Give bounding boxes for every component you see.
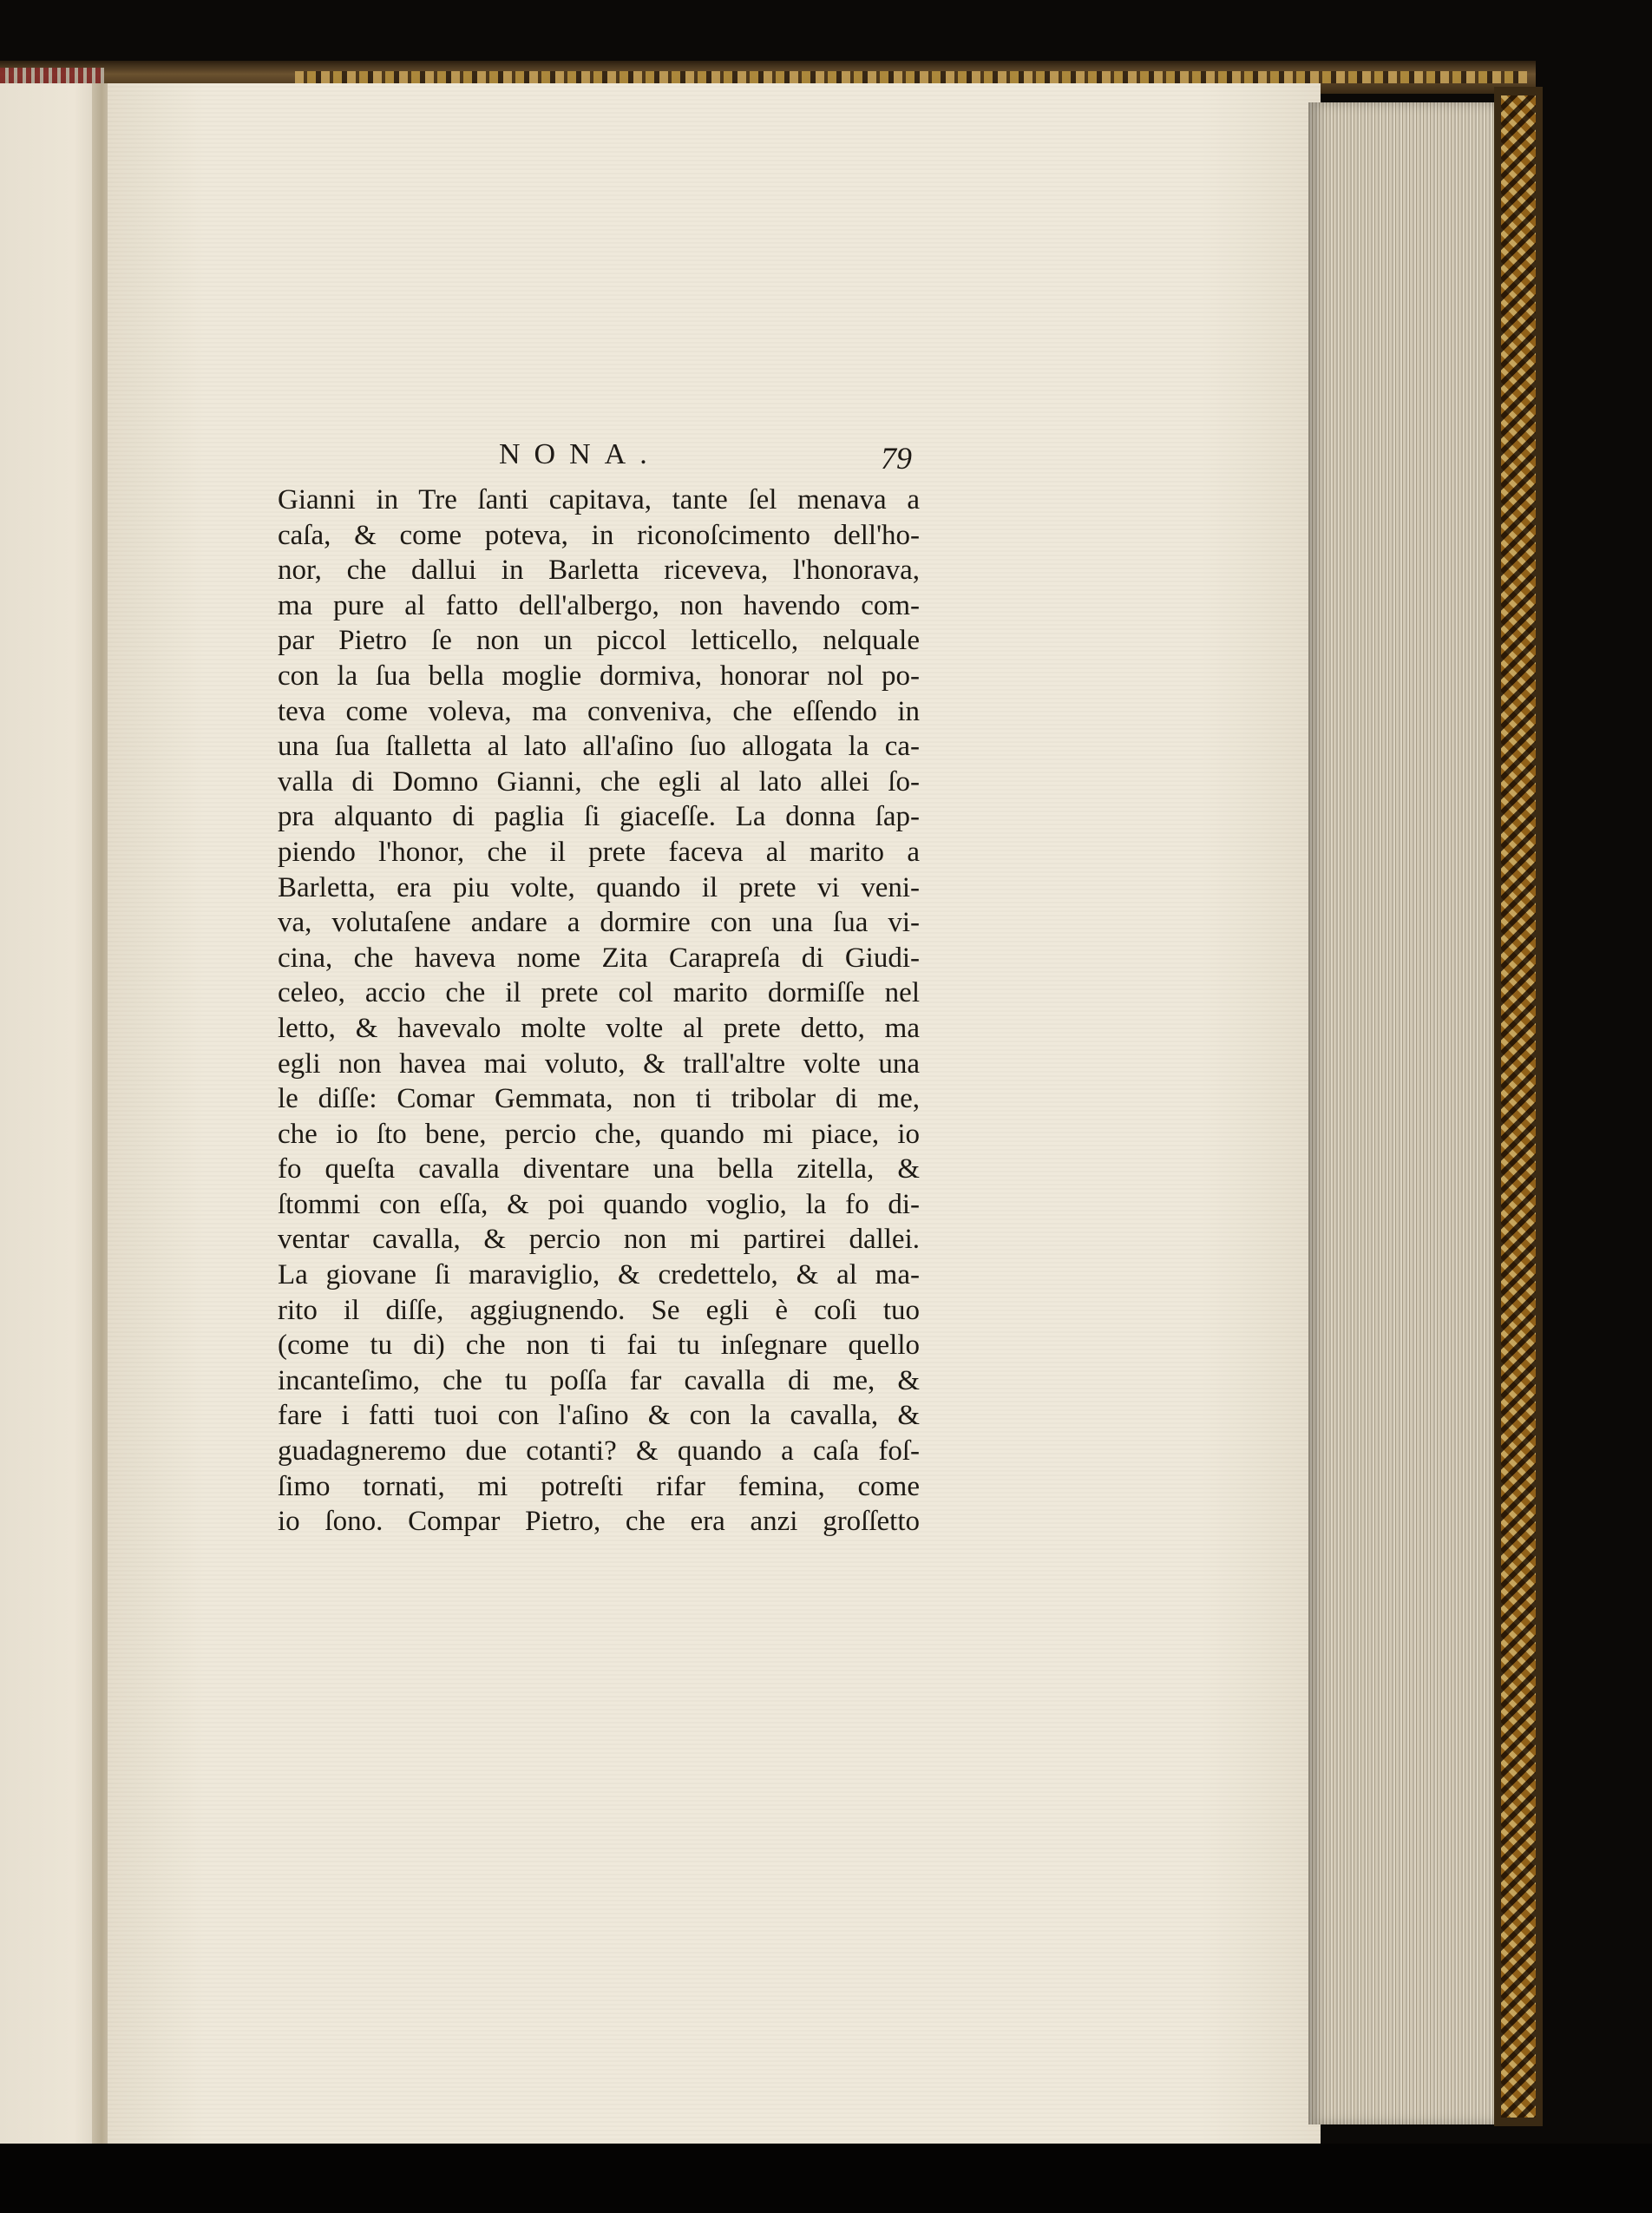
text-line: una ſua ſtalletta al lato all'aſino ſuo allogata la ca- bbox=[278, 731, 920, 763]
running-head: NONA. bbox=[499, 438, 661, 470]
gilt-cover-edge bbox=[1494, 87, 1543, 2126]
text-line: teva come voleva, ma conveniva, che eſſendo in bbox=[278, 695, 920, 727]
body-text bbox=[278, 483, 920, 1540]
text-line: pra alquanto di paglia ſi giaceſſe. La donna ſap- bbox=[278, 801, 920, 833]
page-number: 79 bbox=[881, 441, 912, 476]
text-line: le diſſe: Comar Gemmata, non ti tribolar di me, bbox=[278, 1083, 920, 1115]
text-line: letto, & havevalo molte volte al prete detto, ma bbox=[278, 1012, 920, 1044]
text-line: celeo, accio che il prete col marito dormiſſe nel bbox=[278, 977, 920, 1009]
text-line: egli non havea mai voluto, & trall'altre volte una bbox=[278, 1047, 920, 1080]
text-line: ſtommi con eſſa, & poi quando voglio, la fo di- bbox=[278, 1188, 920, 1220]
text-line: ma pure al fatto dell'albergo, non havendo com- bbox=[278, 589, 920, 621]
text-line: caſa, & come poteva, in riconoſcimento dell'ho- bbox=[278, 519, 920, 551]
text-line: Gianni in Tre ſanti capitava, tante ſel menava a bbox=[278, 484, 920, 515]
text-line: nor, che dallui in Barletta riceveva, l'honorava, bbox=[278, 555, 920, 587]
text-line: valla di Domno Gianni, che egli al lato allei ſo- bbox=[278, 765, 920, 798]
text-line: incanteſimo, che tu poſſa far cavalla di me, & bbox=[278, 1364, 920, 1396]
text-line: guadagneremo due cotanti? & quando a caſa foſ- bbox=[278, 1435, 920, 1468]
previous-page-edge bbox=[0, 83, 106, 2149]
text-line: cina, che haveva nome Zita Carapreſa di Giudi- bbox=[278, 942, 920, 974]
page-block-edge bbox=[1308, 102, 1499, 2124]
text-line: fare i fatti tuoi con l'aſino & con la cavalla, & bbox=[278, 1400, 920, 1432]
text-line: ſimo tornati, mi potreſti rifar femina, come bbox=[278, 1470, 920, 1502]
text-line: La giovane ſi maraviglio, & credettelo, & al ma- bbox=[278, 1259, 920, 1291]
text-line: con la ſua bella moglie dormiva, honorar nol po- bbox=[278, 660, 920, 692]
bottom-background bbox=[0, 2144, 1652, 2213]
text-line: che io ſto bene, percio che, quando mi piace, io bbox=[278, 1118, 920, 1150]
text-line: rito il diſſe, aggiugnendo. Se egli è coſi tuo bbox=[278, 1294, 920, 1326]
text-line: va, volutaſene andare a dormire con una ſua vi- bbox=[278, 907, 920, 939]
text-line: io ſono. Compar Pietro, che era anzi groſſetto bbox=[278, 1506, 920, 1538]
text-line: par Pietro ſe non un piccol letticello, nelquale bbox=[278, 625, 920, 657]
text-line: ventar cavalla, & percio non mi partirei dallei. bbox=[278, 1224, 920, 1256]
text-line: fo queſta cavalla diventare una bella zitella, & bbox=[278, 1153, 920, 1185]
text-line: Barletta, era piu volte, quando il prete vi veni- bbox=[278, 871, 920, 903]
page-header bbox=[499, 438, 933, 482]
text-line: piendo l'honor, che il prete faceva al marito a bbox=[278, 836, 920, 868]
text-line: (come tu di) che non ti fai tu inſegnare quello bbox=[278, 1330, 920, 1362]
